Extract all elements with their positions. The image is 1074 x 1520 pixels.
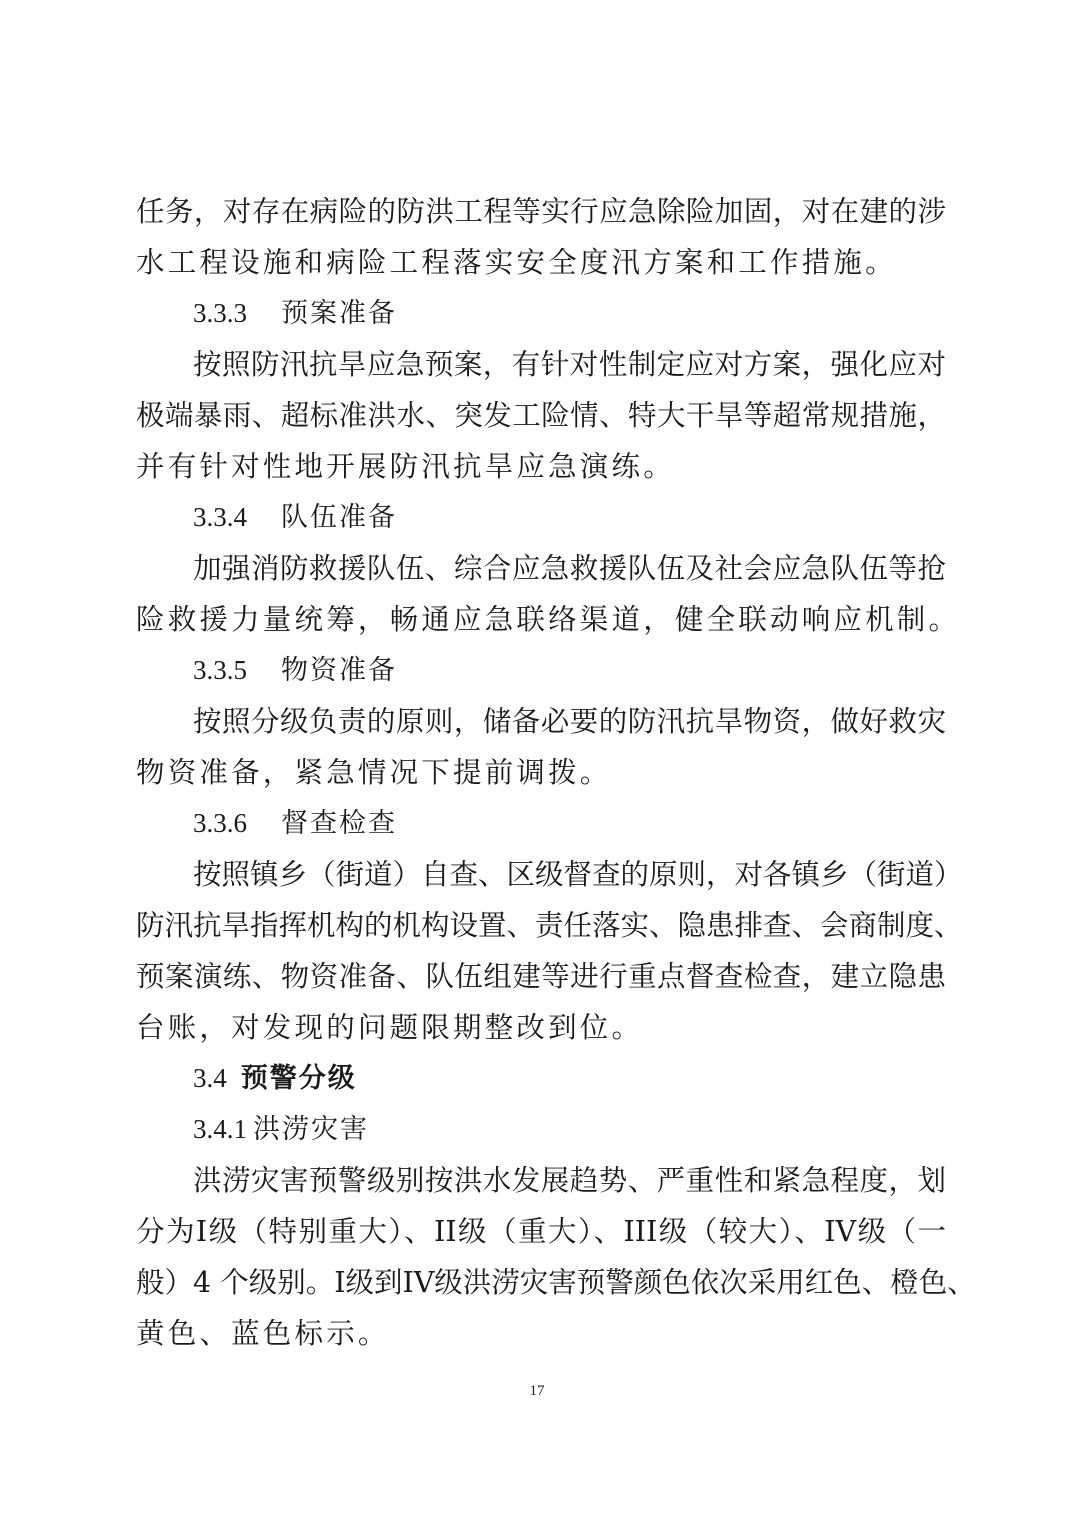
section-title: 物资准备: [281, 655, 397, 686]
section-title: 预案准备: [281, 298, 397, 329]
section-title: 督查检查: [281, 808, 397, 839]
section-heading-3-3-6: [136, 798, 946, 849]
paragraph-line: 水工程设施和病险工程落实安全度汛方案和工作措施。: [136, 246, 897, 279]
paragraph-line: 任务，对存在病险的防洪工程等实行应急除险加固，对在建的涉: [136, 195, 946, 228]
section-heading-3-3-5: [136, 645, 946, 696]
paragraph-line: 洪涝灾害预警级别按洪水发展趋势、严重性和紧急程度，划: [193, 1164, 946, 1197]
paragraph-line: 黄色、蓝色标示。: [136, 1317, 390, 1350]
paragraph-line: 预案演练、物资准备、队伍组建等进行重点督查检查，建立隐患: [136, 960, 946, 993]
paragraph-line: 按照分级负责的原则，储备必要的防汛抗旱物资，做好救灾: [193, 705, 946, 738]
section-number: 3.3.6: [193, 808, 247, 838]
page-number: 17: [529, 1383, 545, 1399]
section-heading-3-3-4: [136, 492, 946, 543]
paragraph-line: 按照镇乡（街道）自查、区级督查的原则，对各镇乡（街道）: [193, 858, 963, 891]
section-number: 3.3.4: [193, 502, 247, 532]
paragraph-line: 险救援力量统筹，畅通应急联络渠道，健全联动响应机制。: [136, 603, 961, 636]
paragraph-line: 并有针对性地开展防汛抗旱应急演练。: [136, 450, 675, 483]
paragraph-line: 台账，对发现的问题限期整改到位。: [136, 1011, 644, 1044]
section-title: 队伍准备: [281, 502, 397, 533]
section-heading-3-4: [136, 1053, 946, 1104]
section-number: 3.4.1: [193, 1114, 247, 1144]
paragraph-line: 分为I级（特别重大）、II级（重大）、III级（较大）、IV级（一: [136, 1215, 946, 1248]
section-number: 3.3.5: [193, 655, 247, 685]
section-number: 3.3.3: [193, 298, 247, 328]
section-heading-3-4-1: [136, 1104, 946, 1155]
document-body: [136, 186, 976, 1359]
paragraph-line: 加强消防救援队伍、综合应急救援队伍及社会应急队伍等抢: [193, 552, 946, 585]
section-number: 3.4: [193, 1063, 227, 1093]
paragraph-line: 极端暴雨、超标准洪水、突发工险情、特大干旱等超常规措施，: [136, 399, 946, 432]
section-title: 预警分级: [240, 1063, 357, 1094]
paragraph-line: 按照防汛抗旱应急预案，有针对性制定应对方案，强化应对: [193, 348, 946, 381]
section-title: 洪涝灾害: [253, 1114, 369, 1145]
section-heading-3-3-3: [136, 288, 946, 339]
paragraph-line: 物资准备，紧急情况下提前调拨。: [136, 756, 612, 789]
paragraph-line: 防汛抗旱指挥机构的机构设置、责任落实、隐患排查、会商制度、: [136, 909, 963, 942]
paragraph-line: 般）4 个级别。I级到IV级洪涝灾害预警颜色依次采用红色、橙色、: [136, 1266, 976, 1299]
